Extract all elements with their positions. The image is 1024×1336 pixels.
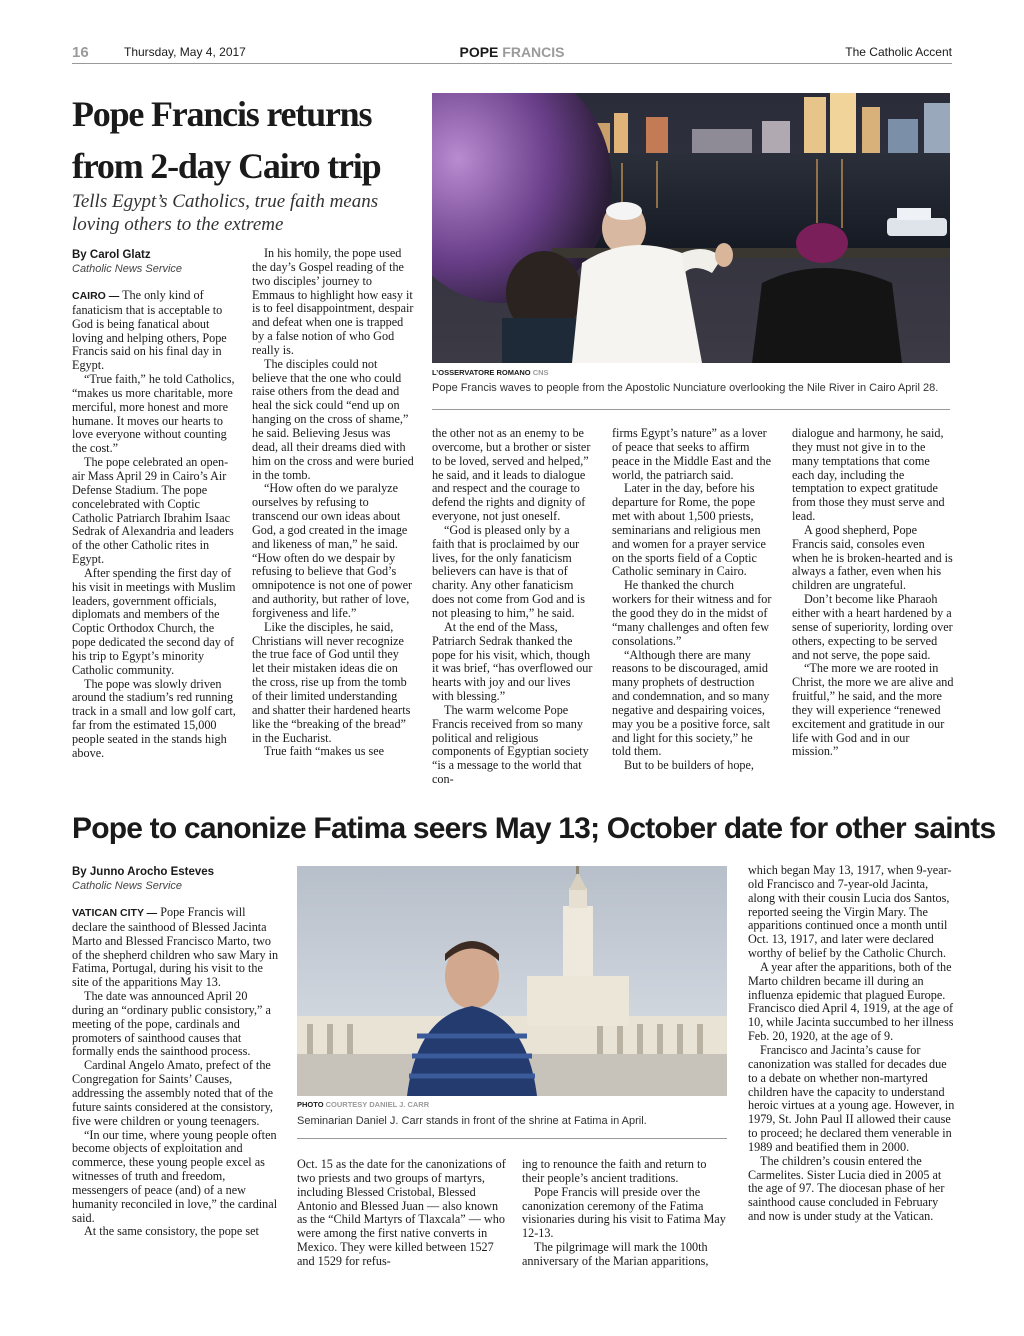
article-paragraph	[748, 961, 956, 1044]
article-paragraph	[252, 621, 414, 746]
paragraph-text: Don’t become like Pharaoh either with a heart hardened by a sense of superiority, lording over others, expecting to be served and not serve, the pope said.	[792, 592, 953, 662]
paragraph-text: The pilgrimage will mark the 100th anniversary of the Marian apparitions,	[522, 1240, 709, 1268]
caption-divider	[432, 409, 950, 410]
dateline: CAIRO —	[72, 290, 120, 302]
paragraph-text: The date was announced April 20 during an “ordinary public consistory,” a meeting of the pope, cardinals and promoters of sainthood causes that formally ends the sainthood process.	[72, 989, 271, 1059]
article-paragraph	[522, 1186, 728, 1241]
article-paragraph	[252, 482, 414, 620]
paragraph-text: “God is pleased only by a faith that is proclaimed by our lives, for the only fanaticism believers can have is that of charity. Any other fanaticism does not come from God and is not pleasing to him,” he said.	[432, 522, 585, 620]
article-paragraph	[252, 745, 414, 759]
paragraph-text: He thanked the church workers for their witness and for the good they do in the midst of “many challenges and often few consolations.”	[612, 578, 772, 648]
paragraph-text: Pope Francis will preside over the canonization ceremony of the Fatima visionaries during his visit to Fatima May 12-13.	[522, 1184, 726, 1241]
article-paragraph	[252, 358, 414, 483]
publication-name: The Catholic Accent	[845, 45, 952, 59]
paragraph-text: But to be builders of hope,	[624, 758, 754, 773]
story2-headline: Pope to canonize Fatima seers May 13; October date for other saints	[72, 812, 996, 845]
story1-headline: Pope Francis returns from 2-day Cairo trip	[72, 94, 381, 186]
article-paragraph	[792, 593, 954, 662]
paragraph-text: which began May 13, 1917, when 9-year-old Francisco and 7-year-old Jacinta, along with their cousin Lucia dos Santos, reported seeing the Virgin Mary. The apparitions continued once a month until Oct. 13, 1917, and later were declared worthy of belief by the Catholic Church.	[748, 864, 952, 961]
article-paragraph	[252, 247, 414, 358]
paragraph-text: Oct. 15 as the date for the canonizations of two priests and two groups of martyrs, including Blessed Cristobal, Blessed Antonio and Blessed Juan — also known as the “Child Martyrs of Tlaxcala” — who were among the first native converts in Mexico. They were killed between 1527 and 1529 for refus-	[297, 1158, 506, 1268]
story1-column-3	[432, 427, 594, 794]
paragraph-text: Pope Francis will declare the sainthood of Blessed Jacinta Marto and Blessed Francisco Marto, two of the shepherd children who saw Mary in Fatima, Portugal, during his visit to the site of the apparitions May 13.	[72, 906, 279, 990]
article-paragraph	[72, 289, 240, 373]
paragraph-text: Like the disciples, he said, Christians will never recognize the true face of God until they let their mistaken ideas die on the cross, rise up from the tomb of their limited understanding and shatter their hardened hearts like the “breaking of the bread” in the Eucharist.	[252, 619, 411, 745]
story2-photo-caption: Seminarian Daniel J. Carr stands in front of the shrine at Fatima in April.	[297, 1115, 647, 1127]
story1-column-2	[252, 247, 414, 794]
article-paragraph	[72, 567, 240, 678]
paragraph-text: At the same consistory, the pope set	[84, 1224, 259, 1239]
story1-photo-caption: Pope Francis waves to people from the Apostolic Nunciature overlooking the Nile River in Cairo April 28.	[432, 382, 939, 394]
paragraph-text: dialogue and harmony, he said, they must not give in to the many temptations that come each day, including the temptation to expect gratitude from those they must serve and lead.	[792, 427, 945, 524]
issue-date: Thursday, May 4, 2017	[124, 45, 246, 59]
paragraph-text: At the end of the Mass, Patriarch Sedrak thanked the pope for his visit, which, though it was brief, “has overflowed our hearts with joy and our lives with blessing.”	[432, 619, 593, 704]
story1-column-4	[612, 427, 774, 794]
article-paragraph	[72, 990, 280, 1059]
story2-column-4	[748, 864, 956, 1274]
story1-deck: Tells Egypt’s Catholics, true faith means loving others to the extreme	[72, 191, 379, 235]
page-header	[72, 42, 952, 64]
story1-photo-credit-source: L’OSSERVATORE ROMANO	[432, 368, 531, 377]
story1-column-5	[792, 427, 954, 794]
article-paragraph	[748, 864, 956, 961]
paragraph-text: “How often do we paralyze ourselves by refusing to transcend our own ideas about God, a god created in the image and likeness of man,” he said. “How often do we despair by refusing to believe that God’s omnipotence is not one of power and authority, but rather of love, forgiveness and life.”	[252, 481, 413, 620]
story2-column-3	[522, 1158, 728, 1274]
paragraph-text: After spending the first day of his visit in meetings with Muslim leaders, government officials, diplomats and members of the Coptic Orthodox Church, the pope dedicated the second day of his trip to Egypt’s minority Catholic community.	[72, 565, 236, 677]
article-paragraph	[72, 1059, 280, 1128]
paragraph-text: the other not as an enemy to be overcome, but a brother or sister to be loved, served and helped,” he said, and it leads to dialogue and respect and the courage to defend the rights and dignity of everyone, not just oneself.	[432, 427, 591, 524]
dateline: VATICAN CITY —	[72, 907, 158, 919]
story2-byline: By Junno Arocho Esteves	[72, 866, 215, 878]
article-paragraph	[792, 427, 954, 524]
nile-night-scene-illustration	[432, 93, 950, 363]
article-paragraph	[612, 579, 774, 648]
story2-photo-credit-agency: COURTESY DANIEL J. CARR	[325, 1100, 430, 1109]
article-paragraph	[792, 662, 954, 759]
story2-photo	[297, 866, 727, 1096]
paragraph-text: “True faith,” he told Catholics, “makes us more charitable, more merciful, more honest and more humane. It moves our hearts to love everyone without counting the cost.”	[72, 372, 235, 456]
article-paragraph	[522, 1241, 728, 1269]
story1-photo	[432, 93, 950, 363]
article-paragraph	[432, 427, 594, 524]
article-paragraph	[72, 1225, 280, 1239]
caption-divider-2	[297, 1138, 727, 1139]
article-paragraph	[72, 456, 240, 567]
story2-column-2	[297, 1158, 507, 1274]
paragraph-text: In his homily, the pope used the day’s Gospel reading of the two disciples’ journey to Emmaus to highlight how easy it is to feel disappointment, despair and defeat when one is trapped by a false notion of who God really is.	[252, 247, 414, 357]
paragraph-text: “The more we are rooted in Christ, the more we are alive and fruitful,” he said, and the more they will experience “renewed excitement and gratitude in our life with God and in our mission.”	[792, 661, 954, 759]
story2-agency: Catholic News Service	[72, 880, 183, 892]
article-paragraph	[297, 1158, 507, 1269]
article-paragraph	[72, 678, 240, 761]
paragraph-text: The pope was slowly driven around the stadium’s red running track in a small and low golf cart, far from the estimated 15,000 people seated in the stands high above.	[72, 676, 236, 760]
story2-photo-credit	[297, 1100, 429, 1109]
paragraph-text: firms Egypt’s nature” as a lover of peace that seeks to affirm peace in the Middle East and the world, the patriarch said.	[612, 427, 772, 482]
article-paragraph	[612, 649, 774, 760]
section-title	[72, 44, 952, 60]
article-paragraph	[72, 1129, 280, 1226]
article-paragraph	[72, 906, 280, 990]
paragraph-text: The pope celebrated an open-air Mass April 29 in Cairo’s Air Defense Stadium. The pope concelebrated with Coptic Catholic Patriarch Ibrahim Isaac Sedrak of Alexandria and leaders of the other Catholic rites in Egypt.	[72, 455, 234, 567]
paragraph-text: A year after the apparitions, both of the Marto children became ill during an influenza epidemic that plagued Europe. Francisco died April 4, 1919, at the age of 10, while Jacinta succumbed to her illness Feb. 20, 1920, at the age of 9.	[748, 959, 954, 1044]
section-title-pope: POPE	[459, 44, 499, 60]
article-paragraph	[432, 704, 594, 787]
article-paragraph	[612, 759, 774, 773]
paragraph-text: The only kind of fanaticism that is acceptable to God is being fanatical about loving and helping others, Pope Francis said on his final day in Egypt.	[72, 289, 227, 373]
article-paragraph	[72, 373, 240, 456]
paragraph-text: The disciples could not believe that the one who could raise others from the dead and heal the sick could “end up on hanging on the cross of shame,” he said. Believing Jesus was dead, all their dreams died with him on the cross and were buried in the tomb.	[252, 356, 414, 482]
article-paragraph	[432, 524, 594, 621]
story2-column-1	[72, 906, 280, 1274]
paragraph-text: A good shepherd, Pope Francis said, consoles even when he is broken-hearted and is always a father, even when his children are ungrateful.	[792, 522, 953, 593]
paragraph-text: “In our time, where young people often become objects of exploitation and commerce, these young people excel as witnesses of truth and freedom, messengers of peace (and) of a new humanity reconciled in love,” the cardinal said.	[72, 1127, 278, 1225]
paragraph-text: ing to renounce the faith and return to their people’s ancient traditions.	[522, 1158, 707, 1185]
paragraph-text: Cardinal Angelo Amato, prefect of the Congregation for Saints’ Causes, addressing the assembly noted that of the future saints considered at the consistory, five were children or young teenagers.	[72, 1058, 274, 1128]
article-paragraph	[748, 1155, 956, 1224]
story1-agency: Catholic News Service	[72, 263, 183, 275]
paragraph-text: True faith “makes us see	[264, 744, 385, 759]
story1-column-1	[72, 289, 240, 794]
paragraph-text: Francisco and Jacinta’s cause for canonization was stalled for decades due to a debate on whether non-martyred children have the capacity to understand heroic virtues at a young age. However, in 1979, St. John Paul II allowed their cause to proceed; he declared them venerable in 1989 and beatified them in 2000.	[748, 1042, 955, 1154]
story2-photo-credit-source: PHOTO	[297, 1100, 324, 1109]
fatima-shrine-illustration	[297, 866, 727, 1096]
paragraph-text: Later in the day, before his departure for Rome, the pope met with about 1,500 priests, seminarians and religious men and women for a prayer service on the sports field of a Coptic Catholic seminary in Cairo.	[612, 481, 766, 579]
article-paragraph	[522, 1158, 728, 1186]
article-paragraph	[612, 427, 774, 482]
story1-photo-credit-agency: CNS	[532, 368, 549, 377]
article-paragraph	[432, 621, 594, 704]
story1-byline: By Carol Glatz	[72, 249, 151, 261]
article-paragraph	[612, 482, 774, 579]
paragraph-text: The children’s cousin entered the Carmelites. Sister Lucia died in 2005 at the age of 97. The diocesan phase of her sainthood cause concluded in February and now is under study at the Vatican.	[748, 1153, 945, 1224]
page-number: 16	[72, 44, 89, 61]
paragraph-text: “Although there are many reasons to be discouraged, amid many prophets of destruction and condemnation, and so many negative and despairing voices, may you be a positive force, salt and light for this society,” he told them.	[612, 647, 771, 759]
article-paragraph	[748, 1044, 956, 1155]
article-paragraph	[792, 524, 954, 593]
section-title-francis: FRANCIS	[502, 44, 565, 60]
paragraph-text: The warm welcome Pope Francis received from so many political and religious components of Egyptian society “is a message to the world that con-	[432, 702, 589, 787]
story1-photo-credit	[432, 368, 549, 377]
